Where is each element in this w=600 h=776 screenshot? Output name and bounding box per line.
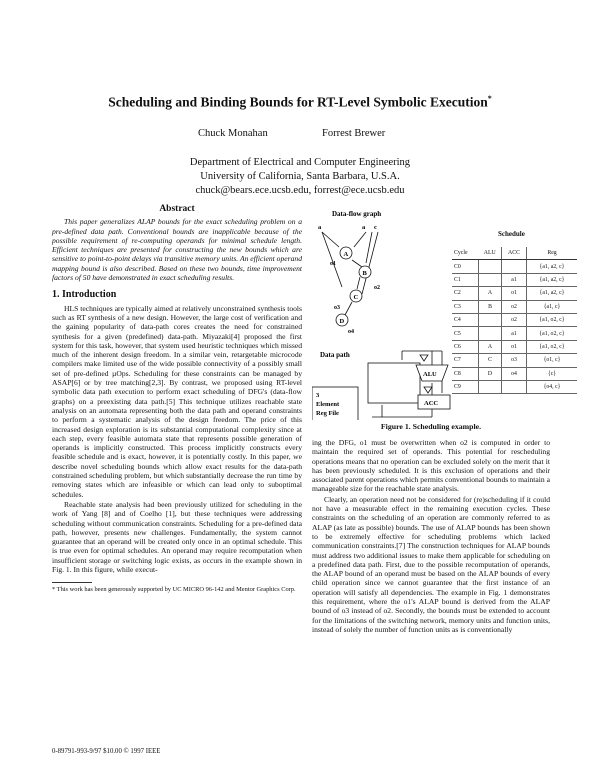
node-C-label: C — [353, 294, 359, 301]
cell: {a1, a2, c} — [527, 287, 578, 300]
right-paragraph-1: ing the DFG, o1 must be overwritten when o2 is computed in order to maintain the required set of operands. This potential for rescheduling operations means that no operation can be excluded solely on the merit that it has been previously scheduled. It is this exclusion of operations and their associated parent operations which permits conventional bounds to maintain a manageable size for the reachable state analysis. — [312, 438, 550, 494]
node-B-label: B — [362, 270, 367, 277]
affiliation-email: chuck@bears.ece.ucsb.edu, forrest@ece.ucsb.edu — [195, 185, 405, 196]
schedule-col-acc: ACC — [502, 247, 527, 260]
cell: o1 — [502, 287, 527, 300]
intro-paragraph-1: HLS techniques are typically aimed at relatively unconstrained synthesis tools such as RT synthesis of a new design. However, the large cost of verification and the gaining popularity of data-path cores creates the need for constrained synthesis for a given (predefined) data-path. Miyazaki[4] proposed the first system for this task, however, that system used heuristic techniques which missed much of the inherent design freedom. In a similar vein, retargetable microcode compilers make limited use of the wide possible connectivity of a possibly small set of pre-defined µOps. Scheduling for these constraints can be managed by ASAP[6] or by tree matching[2,3]. By contrast, we proposed using RT-level symbolic data path execution to perform exact scheduling of DFG's (data-flow graphs) on a preexisting data path.[5] This technique utilizes reachable state analysis on an automata representing both the data path and operand constraints to perform a systematic analysis of the design freedom. The price of this increased design exploration is its substantial computational complexity since at each step, every feasible automata state that represents possible generation of operands is implicitly constructed. This process implicitly constructs every feasible schedule and is exact, however, it is potentially costly. In this paper, we describe novel scheduling bounds which allow exact results for the data-path constrained scheduling problem, but which substantially decrease the run time by removing states which are infeasible or which can lead only to suboptimal schedules. — [52, 303, 302, 499]
input-a1: a — [318, 224, 322, 231]
cell: o2 — [502, 313, 527, 326]
cell: C1 — [452, 273, 479, 286]
cell: {a1, a2, c} — [527, 273, 578, 286]
cell: C7 — [452, 354, 479, 367]
schedule-table — [452, 247, 577, 394]
cell: {a1, c} — [527, 300, 578, 313]
paper-title — [0, 94, 600, 111]
node-D-label: D — [339, 318, 345, 325]
cell — [502, 380, 527, 393]
author-1: Chuck Monahan — [198, 128, 268, 139]
cell: C8 — [452, 367, 479, 380]
schedule-header-row — [452, 247, 577, 260]
schedule-row — [452, 354, 577, 367]
operand-o2: o2 — [374, 285, 380, 291]
cell: o1 — [502, 340, 527, 353]
schedule-col-reg: Reg — [527, 247, 578, 260]
footnote-rule — [52, 582, 92, 583]
dfg-label: Data-flow graph — [332, 210, 382, 218]
cell: C9 — [452, 380, 479, 393]
schedule-row — [452, 260, 577, 273]
cell: A — [479, 340, 502, 353]
cell: {a1, o2, c} — [527, 340, 578, 353]
cell — [479, 313, 502, 326]
title-footnote-mark: * — [487, 94, 492, 103]
regfile — [312, 387, 358, 420]
schedule-row — [452, 287, 577, 300]
schedule-row — [452, 367, 577, 380]
cell: B — [479, 300, 502, 313]
abstract-text: This paper generalizes ALAP bounds for the exact scheduling problem on a pre-defined data path. Conventional bounds are inapplicable because of the possible requirement of re-computing operands for minimal schedule length. Efficient techniques are presented for constructing the new bounds which are sensitive to point-to-point delays via transitive memory units. An efficient operand mapping bound is also described. Based on these two bounds, time improvement factors of 50 have demonstrated in exact scheduling results. — [52, 217, 302, 283]
cell: a1 — [502, 273, 527, 286]
cell: {a1, o2, c} — [527, 313, 578, 326]
cell: C0 — [452, 260, 479, 273]
cell — [479, 327, 502, 340]
affiliation-dept: Department of Electrical and Computer Engineering — [189, 157, 411, 168]
operand-o3: o3 — [334, 305, 340, 311]
figure-caption: Figure 1. Scheduling example. — [380, 422, 482, 431]
abstract-heading: Abstract — [159, 204, 195, 214]
alu-label: ALU — [423, 371, 437, 378]
cell: o2 — [502, 300, 527, 313]
dfg-nodes — [336, 247, 371, 326]
copyright-line: 0-89791-993-9/97 $10.00 © 1997 IEEE — [52, 748, 161, 755]
cell: A — [479, 287, 502, 300]
cell: {a1, o2, c} — [527, 327, 578, 340]
cell: {o1, c} — [527, 354, 578, 367]
right-column — [312, 438, 550, 634]
cell: {a1, a2, c} — [527, 260, 578, 273]
left-column — [52, 205, 302, 594]
affiliation-univ: University of California, Santa Barbara, U.S.A. — [200, 171, 400, 182]
cell — [479, 273, 502, 286]
footnote: * This work has been generously supported by UC MICRO 96-142 and Mentor Graphics Corp. — [52, 586, 296, 594]
cell — [502, 260, 527, 273]
cell — [479, 260, 502, 273]
schedule-row — [452, 327, 577, 340]
schedule-row — [452, 313, 577, 326]
cell: C5 — [452, 327, 479, 340]
cell: o3 — [502, 354, 527, 367]
datapath-label: Data path — [320, 351, 350, 359]
schedule-row — [452, 380, 577, 393]
cell: C2 — [452, 287, 479, 300]
operand-o4: o4 — [348, 329, 354, 335]
acc-label: ACC — [424, 400, 439, 407]
schedule-row — [452, 273, 577, 286]
author-2: Forrest Brewer — [322, 128, 386, 139]
title-text: Scheduling and Binding Bounds for RT-Level Symbolic Execution — [108, 94, 488, 110]
cell: D — [479, 367, 502, 380]
section-1-heading: 1. Introduction — [52, 289, 117, 301]
regfile-label-1: 3 — [316, 392, 320, 399]
cell: C3 — [452, 300, 479, 313]
cell: o4 — [502, 367, 527, 380]
operand-o1: o1 — [330, 261, 336, 267]
cell: a1 — [502, 327, 527, 340]
cell: {c} — [527, 367, 578, 380]
input-a2: a — [362, 224, 366, 231]
right-paragraph-2: Clearly, an operation need not be considered for (re)scheduling if it could not have a measurable effect in the remaining execution cycles. These constraints on the scheduling of an operation are commonly referred to as ALAP (as late as possible) bounds. The use of ALAP bounds has been shown to be extremely effective for scheduling problems which lacked communication constraints.[7] The construction techniques for ALAP bounds must address two additional issues to make them applicable for scheduling on a predefined data path. First, due to the possible recomputation of operands, the ALAP bound of an operand must be based on the ALAP bounds of every child operation since we cannot guarantee that the first instance of an operation will satisfy all dependencies. The example in Fig. 1 demonstrates this requirement, where the o1's ALAP bound is derived from the ALAP bound of o3 instead of o2. Secondly, the bounds must be extended to account for the limitations of the switching network, memory units and function units, instead of solely the number of function units as is conventionally — [312, 494, 550, 634]
schedule-title: Schedule — [498, 230, 525, 238]
schedule-row — [452, 300, 577, 313]
cell — [479, 380, 502, 393]
acc-mux-icon — [424, 387, 432, 393]
schedule-row — [452, 340, 577, 353]
input-c: c — [374, 224, 377, 231]
cell: C4 — [452, 313, 479, 326]
cell: C — [479, 354, 502, 367]
intro-paragraph-2: Reachable state analysis had been previously utilized for scheduling in the work of Yang [8] and of Coelho [1], but these techniques were addressing scheduling without communication constraints. Scheduling for a pre-defined data path, however, presents new challenges. Fundamentally, the system cannot guarantee that an operand will be created only once in an optimal schedule. This is true even for optimal schedules. An operand may require recomputation when insufficient storage or switching logic exists, as occurs in the example shown in Fig. 1. In this figure, while execut- — [52, 499, 302, 574]
node-A-label: A — [343, 251, 349, 258]
schedule-col-alu: ALU — [479, 247, 502, 260]
affiliation — [0, 156, 600, 198]
alu-mux-icon — [420, 355, 428, 361]
regfile-label-2: Element — [316, 401, 340, 408]
regfile-label-3: Reg File — [316, 410, 339, 417]
schedule-col-cycle: Cycle — [452, 247, 479, 260]
cell: {o4, c} — [527, 380, 578, 393]
cell: C6 — [452, 340, 479, 353]
